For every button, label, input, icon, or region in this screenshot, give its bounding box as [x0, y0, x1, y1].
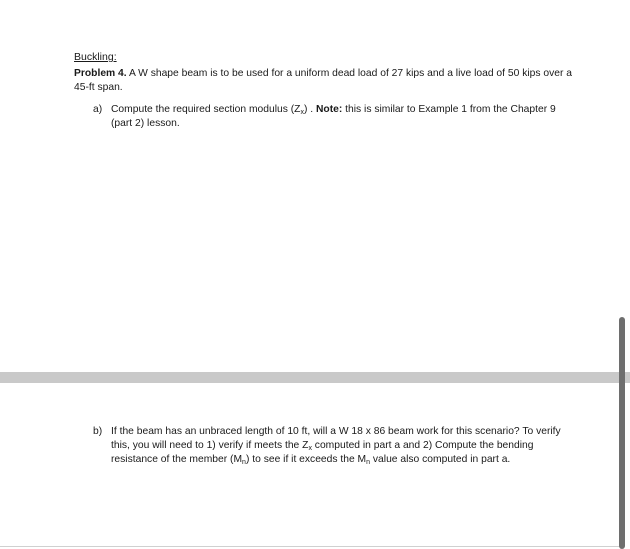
section-heading: Buckling:: [74, 51, 117, 63]
part-a-text-1: Compute the required section modulus (Z: [111, 104, 301, 115]
part-b-text: [111, 425, 573, 467]
problem-label: Problem 4.: [74, 68, 127, 79]
part-b: [93, 425, 573, 467]
part-b-subscript-x: x: [308, 445, 312, 452]
part-b-text-1: If the beam has an unbraced length of 10 ft, will a W 18 x 86 beam work for this scenario? To verify this, you will need to 1) verify if meets the Z: [111, 426, 561, 451]
part-a-marker: a): [93, 104, 103, 115]
problem-statement: [74, 67, 574, 95]
part-b-subscript-n-2: n: [366, 459, 371, 466]
part-b-subscript-n-1: n: [242, 459, 246, 466]
part-b-text-4: value also computed in part a.: [370, 454, 511, 465]
part-a-text-3: this is similar to Example 1 from the Chapter 9 (part 2) lesson.: [111, 104, 556, 129]
problem-text: A W shape beam is to be used for a uniform dead load of 27 kips and a live load of 50 kips over a 45-ft span.: [74, 68, 572, 93]
page-separator-band: [0, 372, 630, 383]
note-label: Note:: [315, 104, 343, 115]
part-b-marker: b): [93, 426, 103, 437]
vertical-scrollbar[interactable]: [619, 317, 625, 549]
part-a-text-2: ) .: [303, 104, 316, 115]
part-a-text: [111, 103, 568, 131]
part-a: [93, 103, 568, 131]
part-b-text-3: ) to see if it exceeds the M: [245, 454, 367, 465]
part-b-text-2: computed in part a and 2) Compute the bending resistance of the member (M: [111, 440, 534, 465]
part-a-subscript-x: x: [300, 109, 304, 116]
bottom-divider: [0, 546, 620, 547]
